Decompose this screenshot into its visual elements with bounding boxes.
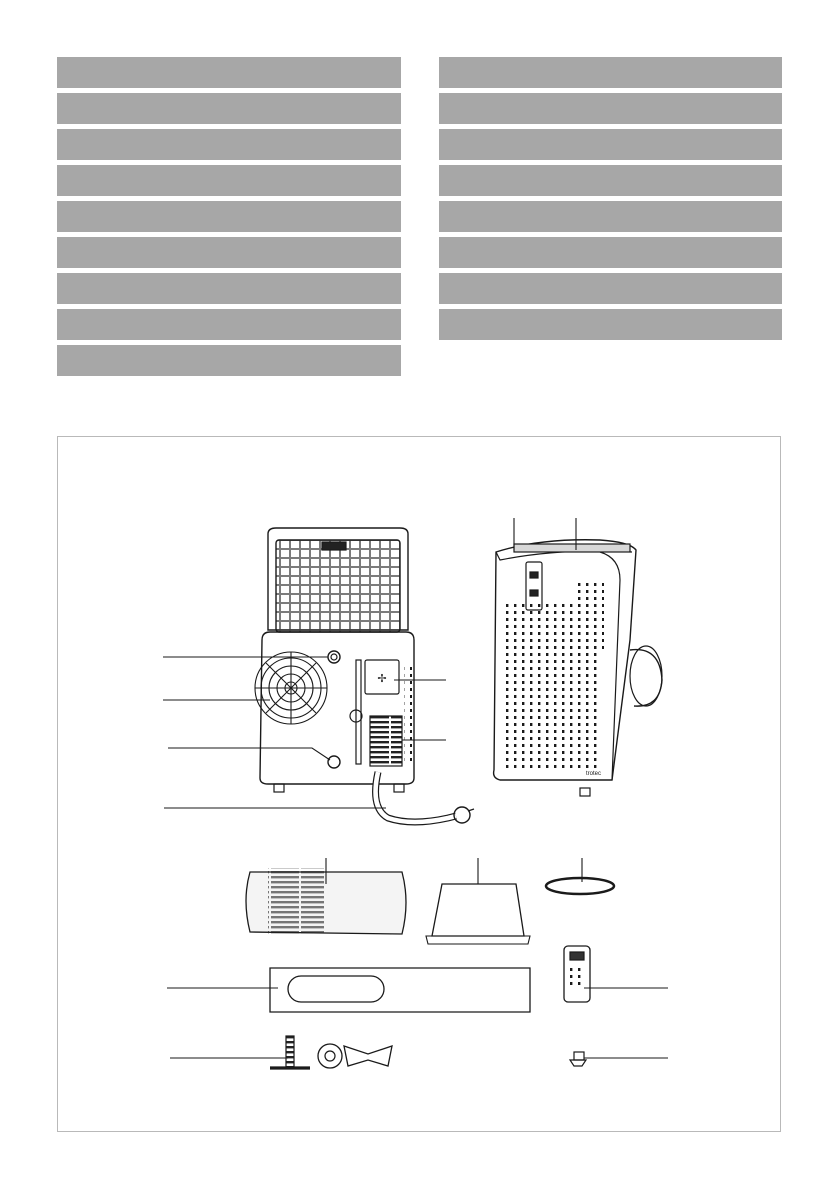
window-slider-plate (270, 968, 530, 1012)
fan-grille (255, 652, 327, 724)
svg-text:✢: ✢ (377, 672, 387, 685)
wing-nut (344, 1046, 392, 1066)
remote-control (564, 946, 590, 1002)
rear-view-unit (255, 528, 474, 823)
washer (318, 1044, 342, 1068)
brand-mark: trotec (586, 771, 602, 777)
window-adapter (426, 884, 530, 944)
front-view-unit (494, 540, 662, 796)
screw (570, 1052, 586, 1066)
hose-connector-ring (546, 878, 614, 894)
bolt (270, 1036, 310, 1068)
